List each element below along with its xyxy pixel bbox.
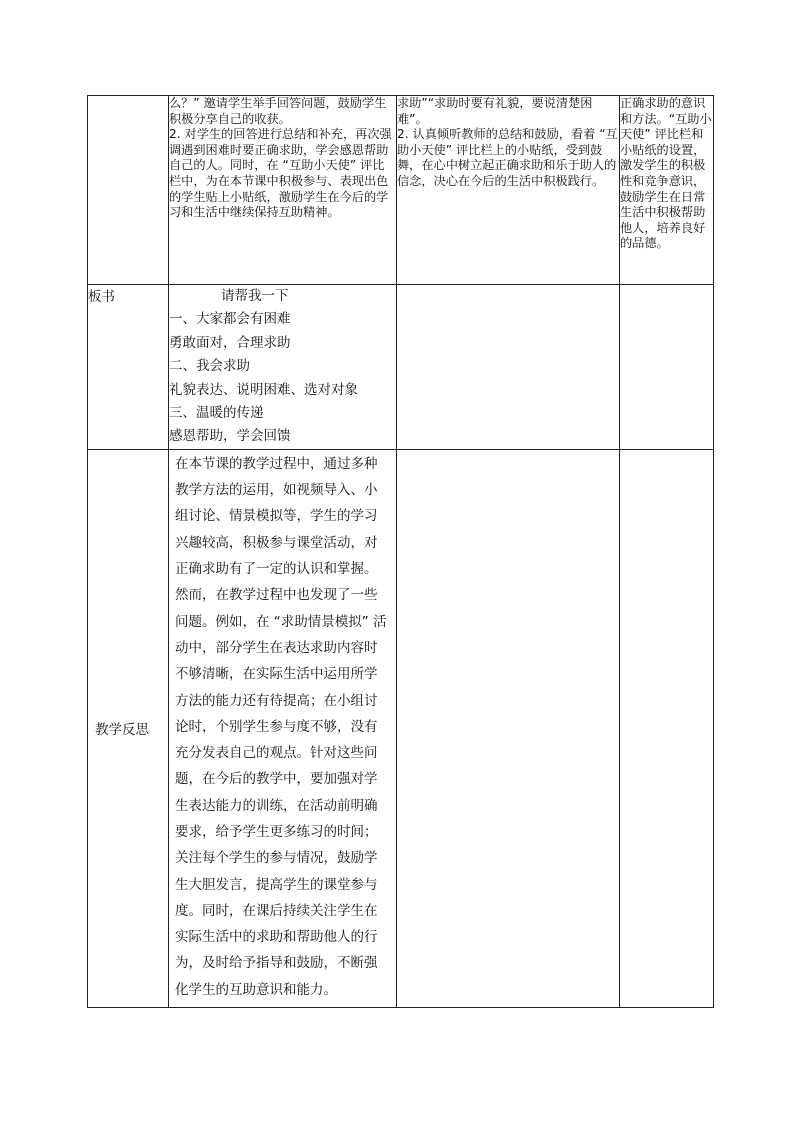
board-row (88, 285, 714, 450)
design-intent-cell (620, 96, 714, 285)
teacher-activity-cell (169, 96, 397, 285)
board-empty-cell (397, 285, 620, 450)
lesson-plan-table (87, 95, 714, 1008)
board-title: 请帮我一下 (221, 288, 289, 304)
teacher-activity-text-2: 2. 对学生的回答进行总结和补充，再次强调遇到困难时要正确求助，学会感恩帮助自己的人。同时，在 “互助小天使” 评比栏中，为在本节课中积极参与、表现出色的学生贴上小贴纸，激励学生在今后的学习和生活中继续保持互助精神。 (169, 127, 392, 220)
student-activity-text-1: 求助”“求助时要有礼貌，要说清楚困难”。 (397, 96, 593, 126)
student-activity-text-2: 2. 认真倾听教师的总结和鼓励，看着 “互助小天使” 评比栏上的小贴纸，受到鼓舞，在心中树立起正确求助和乐于助人的信念，决心在今后的生活中积极践行。 (397, 127, 618, 188)
activity-row (88, 96, 714, 285)
board-content-cell (169, 285, 397, 450)
board-line: 勇敢面对，合理求助 (169, 334, 291, 351)
reflection-empty-cell (620, 449, 714, 1007)
teacher-activity-text-1: 么？” 邀请学生举手回答问题，鼓励学生积极分享自己的收获。 (169, 96, 387, 126)
board-line: 三、温暖的传递 (169, 405, 264, 422)
board-empty-cell (620, 285, 714, 450)
board-label: 板书 (88, 285, 169, 450)
reflection-empty-cell (397, 449, 620, 1007)
board-line: 礼貌表达、说明困难、选对对象 (169, 381, 358, 398)
board-line: 感恩帮助，学会回馈 (169, 428, 291, 445)
reflection-label: 教学反思 (88, 449, 169, 1007)
reflection-text: 在本节课的教学过程中，通过多种教学方法的运用，如视频导入、小组讨论、情景模拟等，学生的学习兴趣较高，积极参与课堂活动，对正确求助有了一定的认识和掌握。然而，在教学过程中也发现了一些问题。例如，在 “求助情景模拟” 活动中，部分学生在表达求助内容时不够清晰，在实际生活中运用所学方法的能力还有待提高；在小组讨论时，个别学生参与度不够，没有充分发表自己的观点。针对这些问题，在今后的教学中，要加强对学生表达能力的训练，在活动前明确要求，给予学生更多练习的时间；关注每个学生的参与情况，鼓励学生大胆发言，提高学生的课堂参与度。同时，在课后持续关注学生在实际生活中的求助和帮助他人的行为，及时给予指导和鼓励，不断强化学生的互助意识和能力。 (169, 449, 397, 1007)
student-activity-cell (397, 96, 620, 285)
activity-label-cell (88, 96, 169, 285)
reflection-row (88, 449, 714, 1007)
design-intent-text: 正确求助的意识和方法。“互助小天使” 评比栏和小贴纸的设置，激发学生的积极性和竞争意识，鼓励学生在日常生活中积极帮助他人，培养良好的品德。 (620, 96, 712, 251)
board-line: 一、大家都会有困难 (169, 311, 291, 328)
board-line: 二、我会求助 (169, 358, 250, 375)
